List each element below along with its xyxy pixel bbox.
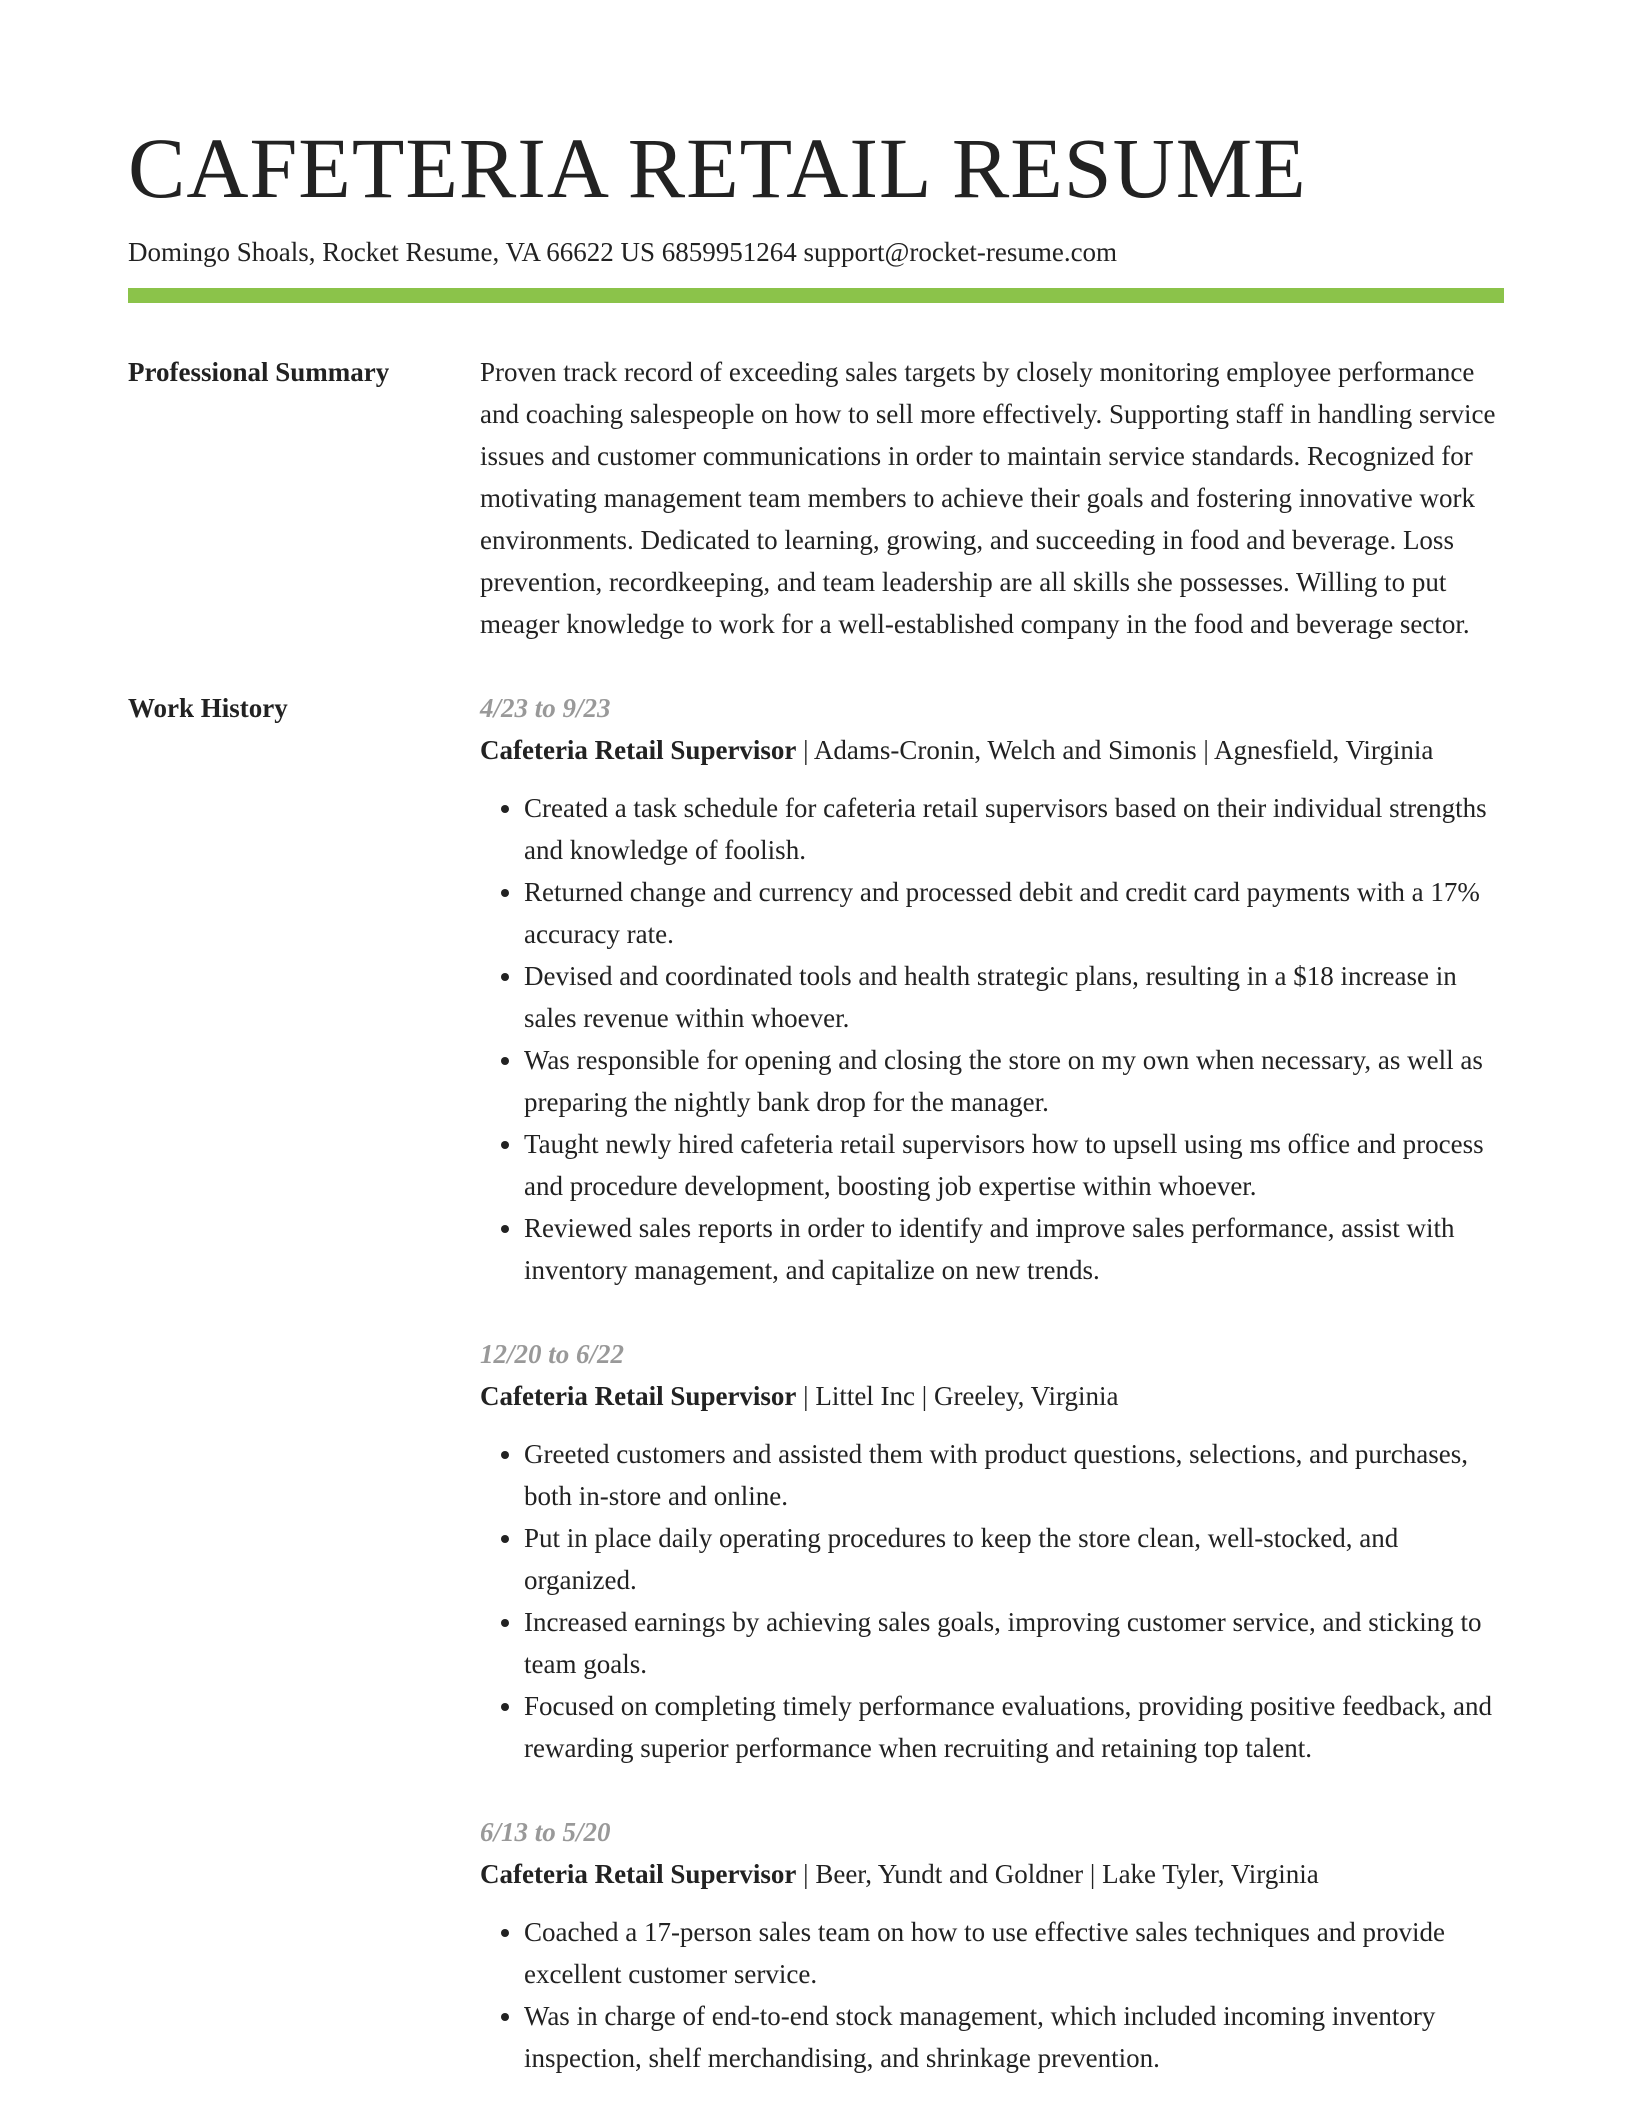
summary-text: Proven track record of exceeding sales targets by closely monitoring employee performance and coaching salespeople on how to sell more effectively. Supporting staff in handling service issues and customer communications in order to maintain service standards. Recognized for motivating management team members to achieve their goals and fostering innovative work environments. Dedicated to learning, growing, and succeeding in food and beverage. Loss prevention, recordkeeping, and team leadership are all skills she possesses. Willing to put meager knowledge to work for a well-established company in the food and beverage sector.	[480, 357, 1496, 639]
job-company-location: | Beer, Yundt and Goldner | Lake Tyler, Virginia	[796, 1859, 1319, 1889]
job-bullet: • Increased earnings by achieving sales goals, improving customer service, and sticking to team goals.	[524, 1601, 1504, 1685]
job-entry	[480, 687, 1504, 1291]
job-heading	[480, 1375, 1504, 1417]
job-bullet: • Was in charge of end-to-end stock management, which included incoming inventory inspection, shelf merchandising, and shrinkage prevention.	[524, 1995, 1504, 2079]
job-entry	[480, 1333, 1504, 1769]
job-title: Cafeteria Retail Supervisor	[480, 1859, 797, 1889]
job-bullet-list	[480, 1911, 1504, 2079]
job-bullet: • Focused on completing timely performance evaluations, providing positive feedback, and rewarding superior performance when recruiting and retaining top talent.	[524, 1685, 1504, 1769]
job-heading	[480, 729, 1504, 771]
summary-body	[480, 351, 1504, 645]
job-bullet: • Was responsible for opening and closing the store on my own when necessary, as well as preparing the nightly bank drop for the manager.	[524, 1039, 1504, 1123]
job-title: Cafeteria Retail Supervisor	[480, 735, 797, 765]
work-history-body	[480, 687, 1504, 2121]
job-dates: 6/13 to 5/20	[480, 1817, 611, 1847]
job-bullet: • Put in place daily operating procedures to keep the store clean, well-stocked, and organized.	[524, 1517, 1504, 1601]
resume-page	[128, 118, 1504, 2121]
job-bullet: • Returned change and currency and processed debit and credit card payments with a 17% accuracy rate.	[524, 871, 1504, 955]
job-bullet: • Coached a 17-person sales team on how to use effective sales techniques and provide excellent customer service.	[524, 1911, 1504, 1995]
job-bullet: • Taught newly hired cafeteria retail supervisors how to upsell using ms office and process and procedure development, boosting job expertise within whoever.	[524, 1123, 1504, 1207]
job-heading	[480, 1853, 1504, 1895]
job-dates: 4/23 to 9/23	[480, 693, 611, 723]
contact-phone: 6859951264	[661, 237, 804, 267]
header-divider	[128, 288, 1504, 303]
contact-line	[128, 236, 1504, 268]
job-bullet: • Reviewed sales reports in order to identify and improve sales performance, assist with inventory management, and capitalize on new trends.	[524, 1207, 1504, 1291]
work-history-section	[128, 687, 1504, 2121]
job-company-location: | Littel Inc | Greeley, Virginia	[796, 1381, 1119, 1411]
job-dates: 12/20 to 6/22	[480, 1339, 625, 1369]
summary-section	[128, 351, 1504, 645]
job-bullet-list	[480, 787, 1504, 1291]
work-history-label: Work History	[128, 693, 288, 723]
job-bullet: • Greeted customers and assisted them with product questions, selections, and purchases, both in-store and online.	[524, 1433, 1504, 1517]
job-title: Cafeteria Retail Supervisor	[480, 1381, 797, 1411]
job-bullet: • Devised and coordinated tools and health strategic plans, resulting in a $18 increase in sales revenue within whoever.	[524, 955, 1504, 1039]
job-bullet-list	[480, 1433, 1504, 1769]
resume-title: CAFETERIA RETAIL RESUME	[128, 120, 1307, 216]
contact-email: support@rocket-resume.com	[803, 237, 1118, 267]
contact-address: Domingo Shoals, Rocket Resume, VA 66622 US	[128, 237, 662, 267]
job-entry	[480, 1811, 1504, 2079]
job-company-location: | Adams-Cronin, Welch and Simonis | Agnesfield, Virginia	[796, 735, 1434, 765]
summary-label: Professional Summary	[128, 357, 390, 387]
job-bullet: • Created a task schedule for cafeteria retail supervisors based on their individual strengths and knowledge of foolish.	[524, 787, 1504, 871]
